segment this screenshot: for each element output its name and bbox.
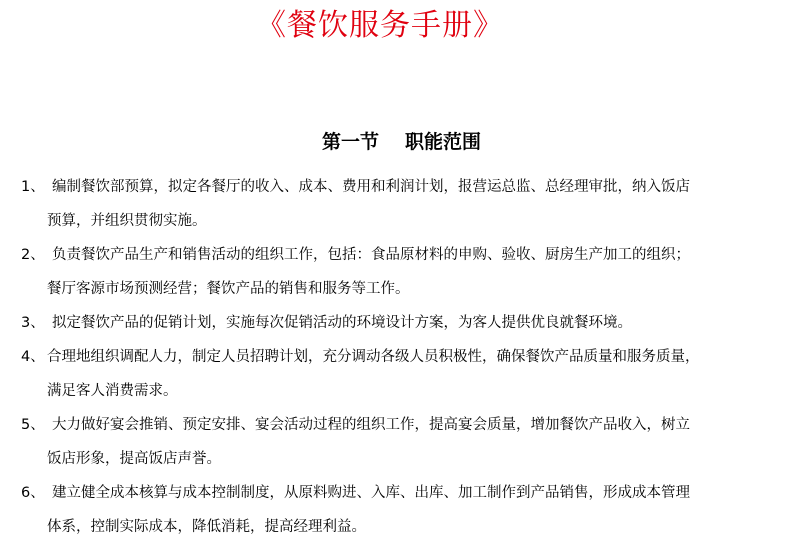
- item-number: 6、: [21, 485, 45, 501]
- list-item: [0, 306, 803, 340]
- item-text-line1: 合理地组织调配人力，制定人员招聘计划，充分调动各级人员积极性，确保餐饮产品质量和服务质量，: [47, 349, 700, 365]
- section-number: 第一节: [321, 131, 379, 153]
- item-text-line1: 编制餐饮部预算，拟定各餐厅的收入、成本、费用和利润计划，报营运总监、总经理审批，纳入饭店: [52, 179, 690, 195]
- item-number: 1、: [21, 179, 45, 195]
- list-item: [0, 476, 803, 544]
- item-text-line1: 建立健全成本核算与成本控制制度，从原料购进、入库、出库、加工制作到产品销售，形成成本管理: [52, 485, 690, 501]
- list-item: [0, 238, 803, 306]
- list-item: [0, 408, 803, 476]
- item-text-line2: 餐厅客源市场预测经营；餐饮产品的销售和服务等工作。: [47, 281, 410, 297]
- duty-list: [0, 170, 803, 544]
- document-title: 《餐饮服务手册》: [256, 8, 504, 43]
- item-number: 5、: [21, 417, 45, 433]
- item-number: 2、: [21, 247, 45, 263]
- item-text-line2: 满足客人消费需求。: [47, 383, 178, 399]
- section-heading: [0, 128, 803, 156]
- item-text-line1: 拟定餐饮产品的促销计划，实施每次促销活动的环境设计方案，为客人提供优良就餐环境。: [52, 315, 632, 331]
- item-text-line2: 饭店形象，提高饭店声誉。: [47, 451, 221, 467]
- list-item: [0, 170, 803, 238]
- item-text-line1: 大力做好宴会推销、预定安排、宴会活动过程的组织工作，提高宴会质量，增加餐饮产品收入，树立: [52, 417, 690, 433]
- section-name: 职能范围: [405, 131, 482, 153]
- item-text-line2: 预算，并组织贯彻实施。: [47, 213, 207, 229]
- item-text-line2: 体系，控制实际成本，降低消耗，提高经理利益。: [47, 519, 366, 535]
- item-number: 4、: [21, 349, 45, 365]
- item-text-line1: 负责餐饮产品生产和销售活动的组织工作，包括：食品原材料的申购、验收、厨房生产加工的组织；: [52, 247, 690, 263]
- item-number: 3、: [21, 315, 45, 331]
- list-item: [0, 340, 803, 408]
